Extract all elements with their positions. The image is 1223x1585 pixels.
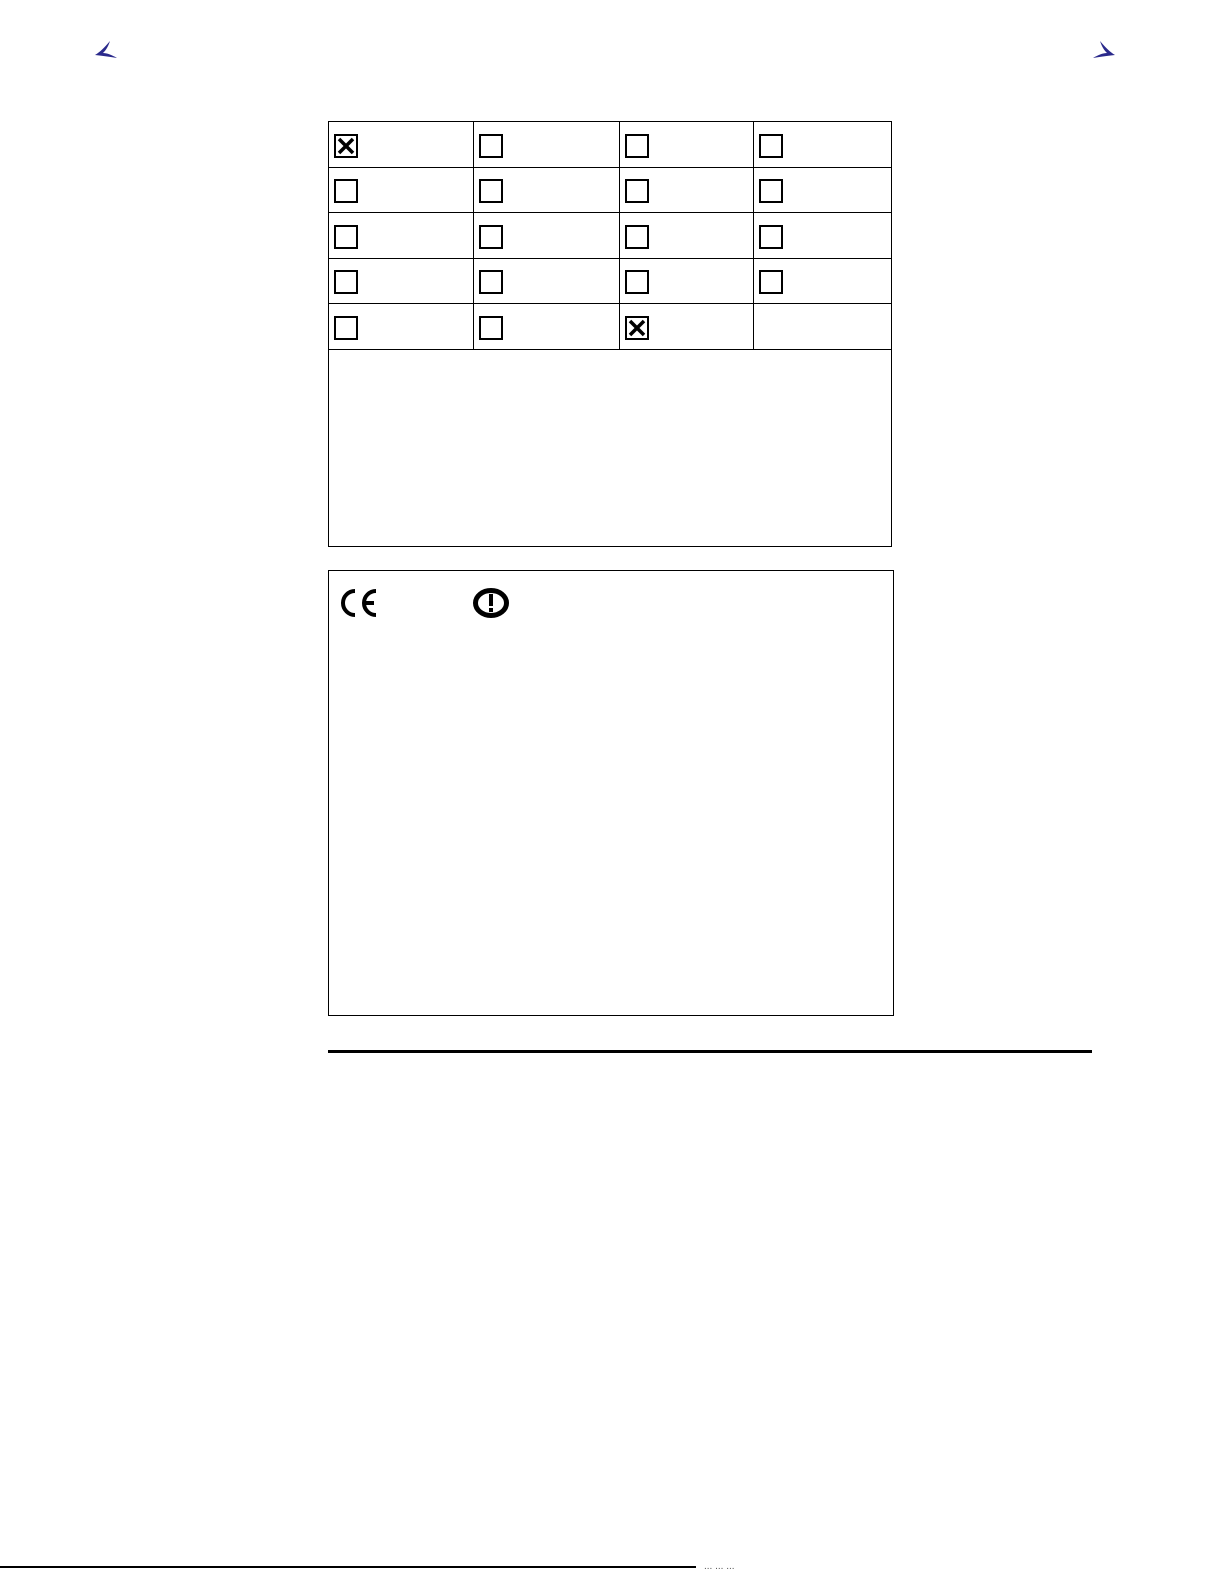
grid-row-5 — [329, 304, 891, 350]
grid-cell — [329, 167, 474, 212]
grid-cell — [754, 213, 891, 258]
checkbox[interactable] — [479, 225, 503, 249]
checkbox[interactable] — [479, 316, 503, 340]
grid-cell — [474, 304, 620, 349]
grid-cell — [754, 258, 891, 303]
checkmark-x-icon — [628, 319, 646, 337]
checkbox[interactable] — [479, 270, 503, 294]
grid-cell — [754, 122, 891, 167]
checkbox[interactable] — [479, 134, 503, 158]
grid-cell — [620, 122, 754, 167]
grid-cell — [754, 167, 891, 212]
grid-cell — [474, 122, 620, 167]
alert-class-icon — [472, 587, 510, 619]
checkbox-grid — [328, 121, 892, 547]
checkbox[interactable] — [479, 179, 503, 203]
grid-cell — [329, 122, 474, 167]
checkbox[interactable] — [334, 179, 358, 203]
grid-cell — [329, 258, 474, 303]
checkbox[interactable] — [334, 225, 358, 249]
grid-notes-area — [329, 350, 891, 546]
grid-row-3 — [329, 213, 891, 259]
grid-cell — [620, 304, 754, 349]
grid-cell-empty — [754, 304, 891, 349]
checkmark-x-icon — [337, 137, 355, 155]
grid-cell — [620, 213, 754, 258]
ce-mark-icon — [337, 587, 379, 619]
checkbox[interactable] — [759, 270, 783, 294]
grid-cell — [620, 258, 754, 303]
checkbox[interactable] — [334, 316, 358, 340]
bird-logo-right-icon — [1092, 38, 1118, 64]
section-divider — [328, 1050, 1092, 1053]
grid-cell — [474, 213, 620, 258]
grid-cell — [329, 304, 474, 349]
checkbox[interactable] — [334, 134, 358, 158]
checkbox[interactable] — [759, 225, 783, 249]
footer-text: ... ... ... — [704, 1561, 735, 1572]
grid-row-2 — [329, 167, 891, 213]
bird-logo-left-icon — [92, 38, 118, 64]
grid-cell — [620, 167, 754, 212]
checkbox[interactable] — [625, 270, 649, 294]
grid-cell — [474, 167, 620, 212]
checkbox[interactable] — [625, 179, 649, 203]
footer-line — [0, 1566, 696, 1568]
checkbox[interactable] — [759, 179, 783, 203]
checkbox[interactable] — [759, 134, 783, 158]
grid-row-1 — [329, 122, 891, 168]
checkbox[interactable] — [625, 316, 649, 340]
grid-row-4 — [329, 258, 891, 304]
checkbox[interactable] — [625, 225, 649, 249]
checkbox[interactable] — [625, 134, 649, 158]
checkbox[interactable] — [334, 270, 358, 294]
symbols-panel — [328, 570, 894, 1016]
grid-cell — [474, 258, 620, 303]
grid-cell — [329, 213, 474, 258]
